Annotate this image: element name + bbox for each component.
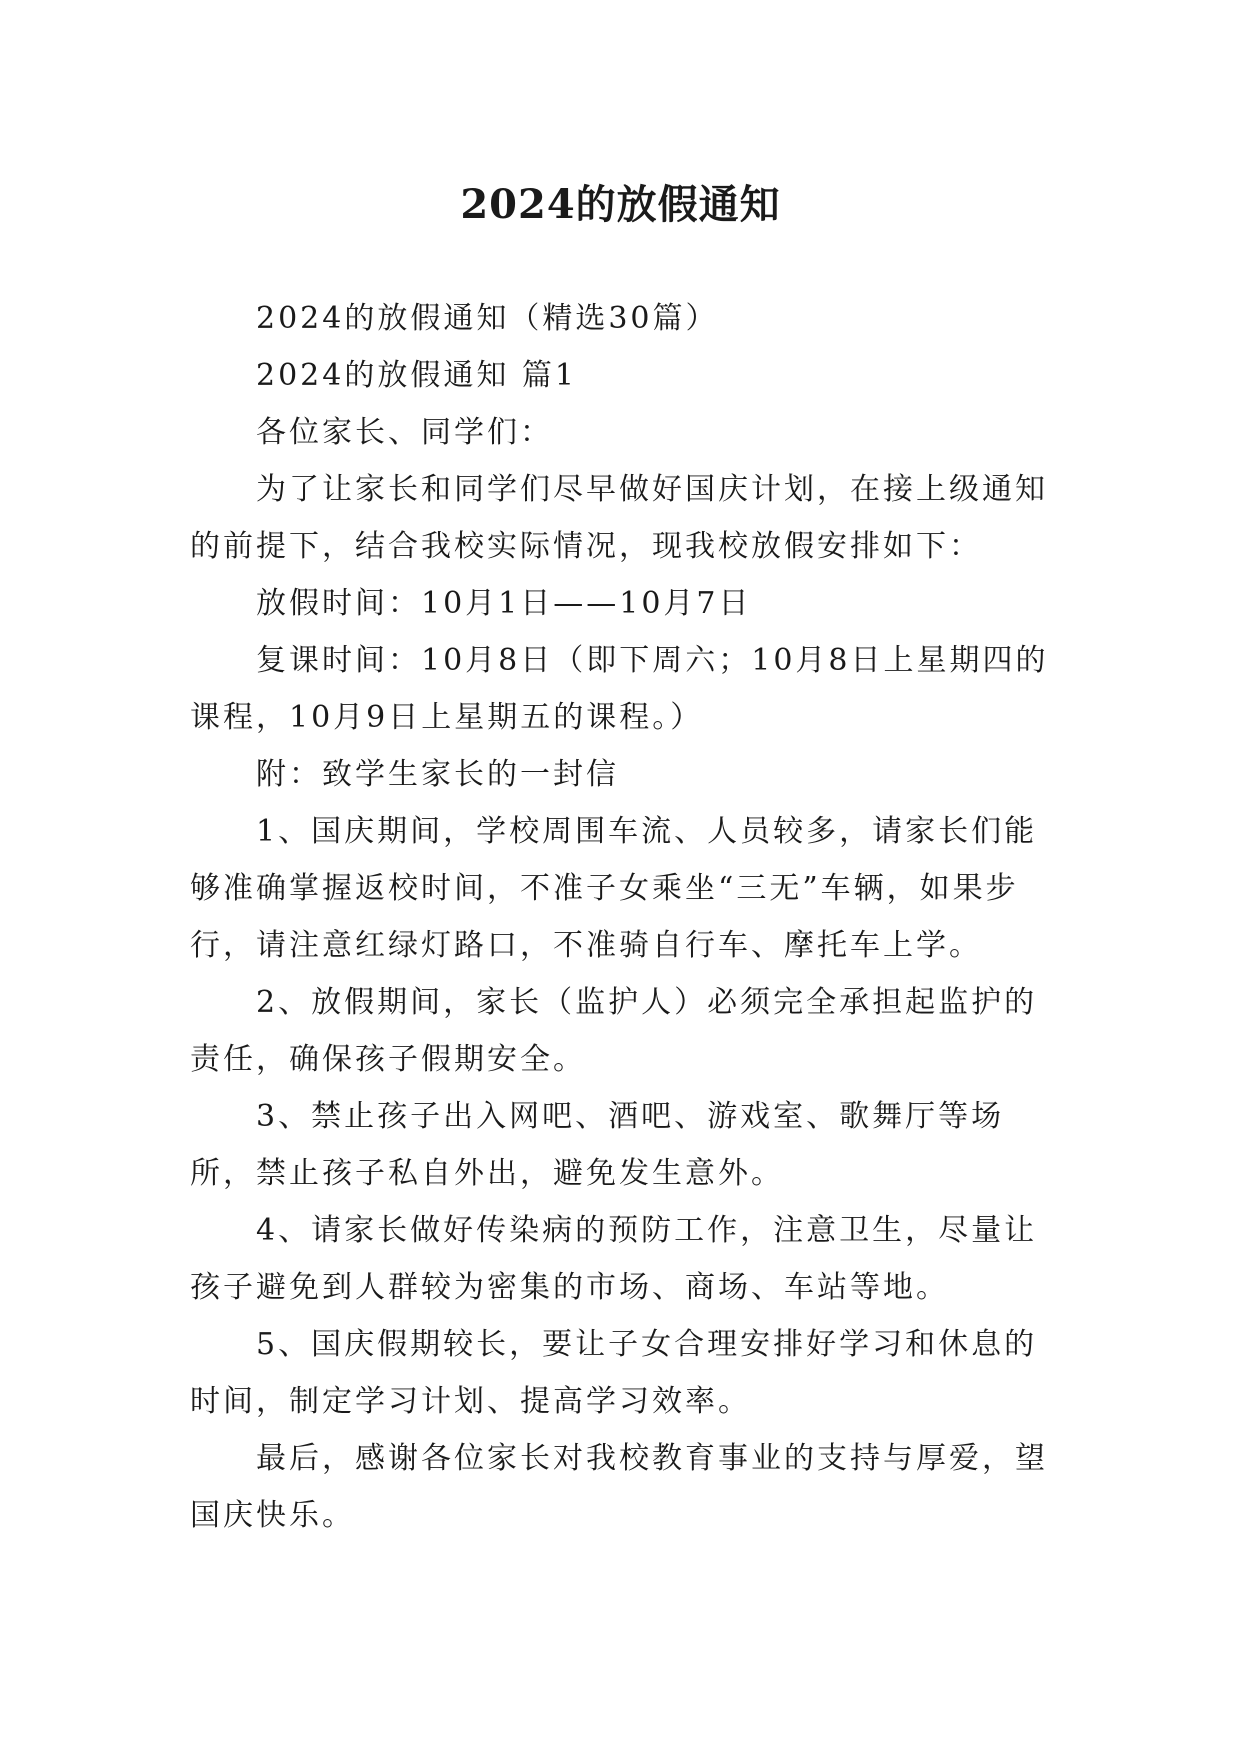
paragraph-item-2: 2、放假期间，家长（监护人）必须完全承担起监护的责任，确保孩子假期安全。 <box>190 985 1038 1077</box>
paragraph-salutation: 各位家长、同学们： <box>256 415 553 450</box>
paragraph-item-1: 1、国庆期间，学校周围车流、人员较多，请家长们能够准确掌握返校时间，不准子女乘坐“三无”车辆，如果步行，请注意红绿灯路口，不准骑自行车、摩托车上学。 <box>190 814 1038 963</box>
paragraph-item-5: 5、国庆假期较长，要让子女合理安排好学习和休息的时间，制定学习计划、提高学习效率。 <box>190 1327 1038 1419</box>
paragraph-closing: 最后，感谢各位家长对我校教育事业的支持与厚爱，望国庆快乐。 <box>190 1441 1048 1533</box>
paragraph-intro: 为了让家长和同学们尽早做好国庆计划，在接上级通知的前提下，结合我校实际情况，现我校放假安排如下： <box>190 472 1048 564</box>
document-title: 2024的放假通知 <box>460 180 781 228</box>
document-body <box>190 290 1060 1544</box>
paragraph-section-heading: 2024的放假通知 篇1 <box>256 358 577 393</box>
paragraph-item-3: 3、禁止孩子出入网吧、酒吧、游戏室、歌舞厅等场所，禁止孩子私自外出，避免发生意外。 <box>190 1099 1005 1191</box>
paragraph-holiday-time: 放假时间：10月1日——10月7日 <box>256 586 752 621</box>
paragraph-subtitle: 2024的放假通知（精选30篇） <box>256 301 719 336</box>
paragraph-letter-heading: 附：致学生家长的一封信 <box>256 757 619 792</box>
paragraph-item-4: 4、请家长做好传染病的预防工作，注意卫生，尽量让孩子避免到人群较为密集的市场、商场、车站等地。 <box>190 1213 1038 1305</box>
paragraph-resume-time: 复课时间：10月8日（即下周六；10月8日上星期四的课程，10月9日上星期五的课程。） <box>190 643 1049 735</box>
